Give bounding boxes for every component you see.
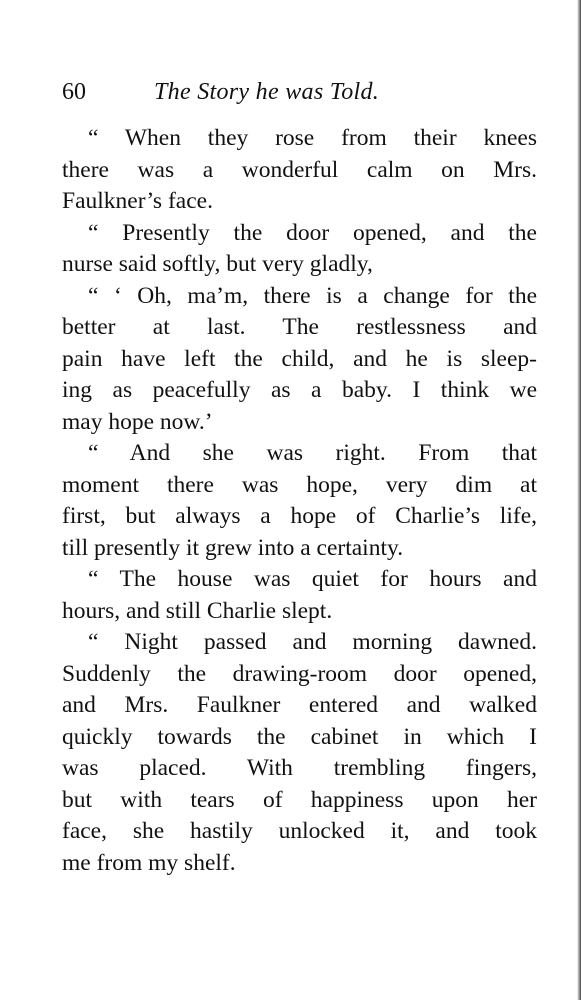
text-line: “ When they rose from their knees xyxy=(88,125,537,151)
text-line: face, she hastily unlocked it, and took xyxy=(62,818,537,844)
paragraph-4 xyxy=(62,438,537,564)
text-line: there was a wonderful calm on Mrs. xyxy=(62,156,537,183)
text-line: “ Presently the door opened, and the xyxy=(88,219,537,246)
running-title: The Story he was Told. xyxy=(154,79,380,105)
text-line: first, but always a hope of Charlie’s life, xyxy=(62,503,537,529)
text-line: till presently it grew into a certainty. xyxy=(62,534,404,561)
text-line: “ The house was quiet for hours and xyxy=(88,566,537,592)
text-line: but with tears of happiness upon her xyxy=(62,786,537,813)
page-number: 60 xyxy=(62,79,86,105)
text-line: and Mrs. Faulkner entered and walked xyxy=(62,692,537,718)
paragraph-6 xyxy=(62,627,537,879)
text-line: better at last. The restlessness and xyxy=(62,314,537,340)
paragraph-3 xyxy=(62,281,537,439)
text-line: was placed. With trembling fingers, xyxy=(62,755,537,781)
text-line: pain have left the child, and he is sleep- xyxy=(62,345,537,372)
paragraph-2 xyxy=(62,218,537,281)
text-line: Faulkner’s face. xyxy=(62,188,213,214)
text-line: me from my shelf. xyxy=(62,849,236,876)
body-text xyxy=(62,123,537,879)
text-line: hours, and still Charlie slept. xyxy=(62,597,333,624)
text-line: may hope now.’ xyxy=(62,408,213,435)
text-line: ing as peacefully as a baby. I think we xyxy=(62,377,537,403)
page-header xyxy=(62,74,522,110)
paragraph-5 xyxy=(62,564,537,627)
paragraph-1 xyxy=(62,123,537,218)
page-edge-shadow xyxy=(577,0,581,1000)
text-line: Suddenly the drawing-room door opened, xyxy=(62,660,537,687)
text-line: “ ‘ Oh, ma’m, there is a change for the xyxy=(88,282,537,309)
text-line: “ And she was right. From that xyxy=(88,440,537,466)
text-line: “ Night passed and morning dawned. xyxy=(88,629,537,655)
text-line: nurse said softly, but very gladly, xyxy=(62,251,373,277)
text-line: moment there was hope, very dim at xyxy=(62,471,537,498)
text-line: quickly towards the cabinet in which I xyxy=(62,723,537,750)
